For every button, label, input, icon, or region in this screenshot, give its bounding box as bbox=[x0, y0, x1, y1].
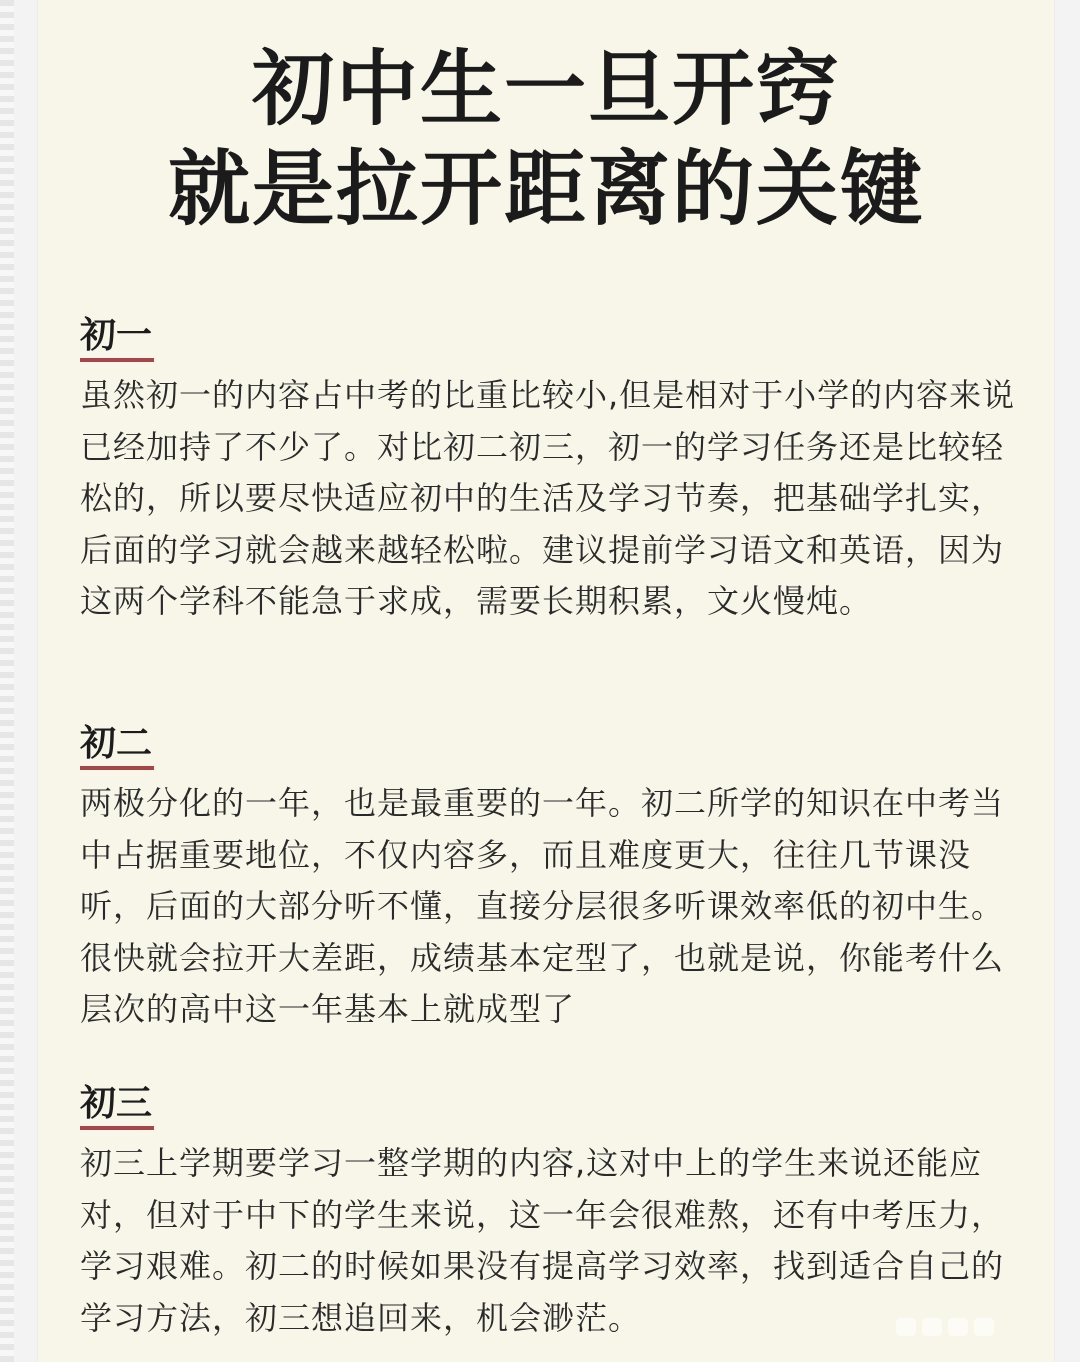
document-page bbox=[38, 0, 1054, 1362]
section-body: 虽然初一的内容占中考的比重比较小,但是相对于小学的内容来说已经加持了不少了。对比初二初三，初一的学习任务还是比较轻松的，所以要尽快适应初中的生活及学习节奏，把基础学扎实，后面的学习就会越来越轻松啦。建议提前学习语文和英语，因为这两个学科不能急于求成，需要长期积累，文火慢炖。 bbox=[80, 376, 1016, 620]
section-body: 两极分化的一年，也是最重要的一年。初二所学的知识在中考当中占据重要地位，不仅内容多，而且难度更大，往往几节课没听，后面的大部分听不懂，直接分层很多听课效率低的初中生。很快就会拉开大差距，成绩基本定型了，也就是说，你能考什么层次的高中这一年基本上就成型了 bbox=[80, 784, 1005, 1028]
torn-paper-edge bbox=[0, 0, 14, 1362]
title-line-2: 就是拉开距离的关键 bbox=[167, 142, 924, 237]
section-heading: 初一 bbox=[80, 314, 154, 362]
page-title bbox=[38, 40, 1054, 240]
section-heading: 初二 bbox=[80, 722, 154, 770]
watermark-logo bbox=[894, 1312, 1014, 1342]
section-grade-three bbox=[80, 1082, 1020, 1344]
section-grade-two bbox=[80, 722, 1020, 1036]
section-body: 初三上学期要学习一整学期的内容,这对中上的学生来说还能应对，但对于中下的学生来说，这一年会很难熬，还有中考压力，学习艰难。初二的时候如果没有提高学习效率，找到适合自己的学习方法，初三想追回来，机会渺茫。 bbox=[80, 1144, 1005, 1337]
section-heading: 初三 bbox=[80, 1082, 154, 1130]
section-grade-one bbox=[80, 314, 1020, 628]
title-line-1: 初中生一旦开窍 bbox=[251, 42, 840, 137]
